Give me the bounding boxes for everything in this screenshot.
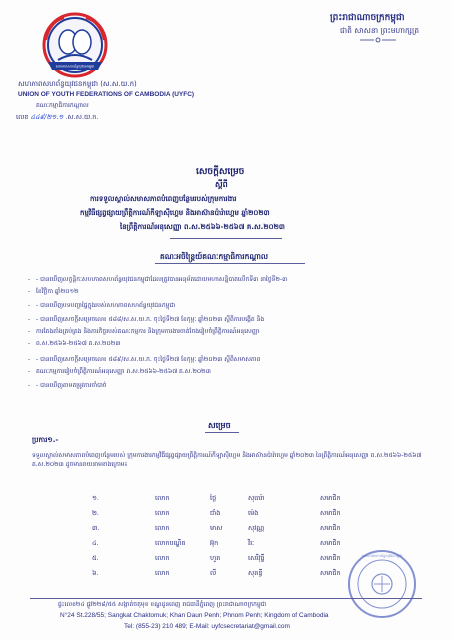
org-name-kh: សហភាពសហព័ន្ធយុវជនកម្ពុជា (ស.ស.យ.ក) bbox=[18, 80, 137, 88]
member-role: សមាជិក bbox=[320, 494, 341, 502]
member-role: សមាជិក bbox=[320, 554, 341, 562]
ornament-divider-icon bbox=[360, 37, 396, 43]
member-role: សមាជិក bbox=[320, 509, 341, 517]
member-number: ១. bbox=[92, 494, 99, 502]
member-role: សមាជិក bbox=[320, 539, 341, 547]
org-name-en: UNION OF YOUTH FEDERATIONS OF CAMBODIA (UYFC) bbox=[18, 91, 195, 98]
logo-banner-text: សហភាពសហព័ន្ធយុវជនកម្ពុជា bbox=[55, 64, 95, 69]
consideration-line: - ខែវិច្ឆិកា ឆ្នាំ២០១២ bbox=[36, 288, 79, 296]
member-given-name: វិរៈ bbox=[248, 539, 255, 547]
authority-underline bbox=[155, 263, 305, 264]
consideration-line: - - បានឃើញលក្ខន្តិកៈសហភាពសហព័ន្ធយុវជនកម្ពុជាដែលត្រូវបានអនុម័តដោយមហាសន្និបាតលើកទី៣ នាថ្ងៃទី២-៣ bbox=[36, 276, 287, 284]
uyfc-logo bbox=[42, 12, 108, 78]
footer-address-en: N°24 St.228/55; Sangkat Chaktomuk; Khan Daun Penh; Phnom Penh; Kingdom of Cambodia bbox=[60, 612, 329, 619]
member-surname: មាស bbox=[210, 524, 223, 532]
doc-subtitle: ស្តីពី bbox=[215, 180, 228, 189]
footer-contact: Tel: (855-23) 210 489; E-Mail: uyfcsecretariat@gmail.com bbox=[124, 623, 290, 630]
consideration-line: - - បានឃើញសេចក្តីសម្រេចលេខ ៥៨៨/ស.ស.យ.ក. ចុះថ្ងៃទី២៧ ខែកុម្ភៈ ឆ្នាំ២០២៣ ស្តីពីការបង្កើត និង bbox=[36, 316, 264, 324]
footer-divider bbox=[30, 598, 422, 599]
consideration-line: - ការតែងតាំងគ្រប់គ្រង និងភារកិច្ចរបស់គណៈកម្មការ និងក្រុមការងារចាត់ចែងរៀបចំព្រឹត្តិការណ៍អនុសេញ្ញា bbox=[36, 328, 259, 336]
member-surname: ហួត bbox=[210, 554, 221, 562]
member-number: ៦. bbox=[92, 569, 99, 577]
title-divider bbox=[170, 238, 282, 239]
member-row bbox=[0, 509, 452, 521]
consideration-line: - - បានឃើញតាមតម្រូវការចាំបាច់ bbox=[36, 382, 107, 390]
member-surname: ជាំង bbox=[210, 509, 221, 517]
ref-prefix: លេខ bbox=[16, 113, 29, 121]
stamp-text: សហភាពសហព័ន្ធយុវជនកម្ពុជា bbox=[361, 554, 403, 558]
consideration-line: - ព.ស.២៥៦៦-២៥៦៧ គ.ស.២០២៣ bbox=[36, 340, 120, 348]
committee-name: គណៈកម្មាធិការកណ្តាល bbox=[36, 102, 89, 109]
kingdom-motto: ជាតិ សាសនា ព្រះមហាក្សត្រ bbox=[340, 26, 420, 35]
decision-underline bbox=[205, 432, 239, 433]
member-given-name: សុគន្ធី bbox=[248, 569, 263, 577]
member-number: ៣. bbox=[92, 524, 100, 532]
authority-heading: គណៈអចិន្ត្រៃយ៍គណៈកម្មាធិការកណ្តាល bbox=[160, 252, 269, 261]
ref-suffix: .ស.ស.យ.ក. bbox=[65, 113, 99, 121]
member-given-name: សេរីវុធ្ឌី bbox=[248, 554, 265, 562]
consideration-line: - គណៈកម្មការរៀបចំព្រឹត្តិការណ៍អនុសេញ្ញា ព.ស.២៥៦៦-២៥៦៧ គ.ស.២០២៣ bbox=[36, 368, 211, 376]
article-label: ប្រការ១.- bbox=[32, 436, 59, 444]
member-number: ៤. bbox=[92, 539, 99, 547]
member-number: ២. bbox=[92, 509, 99, 517]
official-stamp bbox=[346, 548, 418, 620]
member-given-name: សុវណ្ណ bbox=[248, 524, 265, 532]
member-role: សមាជិក bbox=[320, 569, 341, 577]
member-row bbox=[0, 494, 452, 506]
member-given-name: សុធារ៉ា bbox=[248, 494, 265, 502]
member-surname: ថ្លៃ bbox=[210, 494, 217, 502]
consideration-line: - - បានឃើញសេចក្តីសម្រេចលេខ ៥៨៩/ស.ស.យ.ក. ចុះថ្ងៃទី២៧ ខែកុម្ភៈ ឆ្នាំ២០២៣ ស្តីពីសមាសភាព bbox=[36, 356, 260, 364]
member-number: ៥. bbox=[92, 554, 99, 562]
reference-number bbox=[16, 114, 98, 121]
member-title: លោក bbox=[155, 569, 170, 577]
member-given-name: ម៉េង bbox=[248, 509, 259, 517]
consideration-line: - - បានឃើញបទបញ្ជាផ្ទៃក្នុងរបស់សហភាពសហព័ន្ធយុវជនកម្ពុជា bbox=[36, 302, 175, 310]
decision-heading: សម្រេច bbox=[208, 421, 231, 430]
member-role: សមាជិក bbox=[320, 524, 341, 532]
member-row bbox=[0, 524, 452, 536]
ref-handwritten: ៤៤៩/២១.១ bbox=[30, 113, 64, 121]
member-title: លោក bbox=[155, 494, 170, 502]
subject-line-1: ការទទួលស្គាល់សមាសភាពបំពេញបន្ថែមរបស់ក្រុមការងារ bbox=[90, 195, 237, 203]
subject-line-3: នៃព្រឹត្តិការណ៍អនុសេញ្ញា ព.ស.២៥៦៦-២៥៦៧ គ.ស.២០២៣ bbox=[120, 223, 285, 231]
subject-line-2: កម្មវិធីផ្សព្វផ្សាយព្រឹត្តិការណ៍កីឡាស៊ីហ្គេម និងអាស៊ានប៉ារ៉ាហ្គេម ឆ្នាំ២០២៣ bbox=[80, 209, 270, 217]
doc-title: សេចក្តីសម្រេច bbox=[196, 167, 245, 177]
article-text: ទទួលស្គាល់សមាសភាពបំពេញបន្ថែមរបស់ ក្រុមការងារកម្មវិធីផ្សព្វផ្សាយព្រឹត្តិការណ៍កីឡាស៊ីហ្គេម និងអាស៊ានប៉ារ៉ាហ្គេម ឆ្នាំ២០២៣ នៃព្រឹត្តិការណ៍អនុសេញ្ញា ព.ស.២៥៦៦-២៥៦៧ គ.ស.២០២៣ ដូចមានរាយនាមខាងក្រោម៖ bbox=[32, 452, 422, 468]
member-title: លោក bbox=[155, 524, 170, 532]
member-title: លោក bbox=[155, 554, 170, 562]
member-title: លោក bbox=[155, 509, 170, 517]
kingdom-title: ព្រះរាជាណាចក្រកម្ពុជា bbox=[330, 13, 405, 23]
footer-address-kh: ផ្ទះលេខ២៤ ផ្លូវ២២៨/៥៥ សង្កាត់ចតុមុខ ខណ្ឌដូនពេញ រាជធានីភ្នំពេញ ព្រះរាជាណាចក្រកម្ពុជា bbox=[58, 601, 267, 608]
member-surname: លី bbox=[210, 569, 217, 577]
member-title: លោកបណ្ឌិត bbox=[155, 539, 186, 547]
member-surname: អ៊ុក bbox=[210, 539, 219, 547]
